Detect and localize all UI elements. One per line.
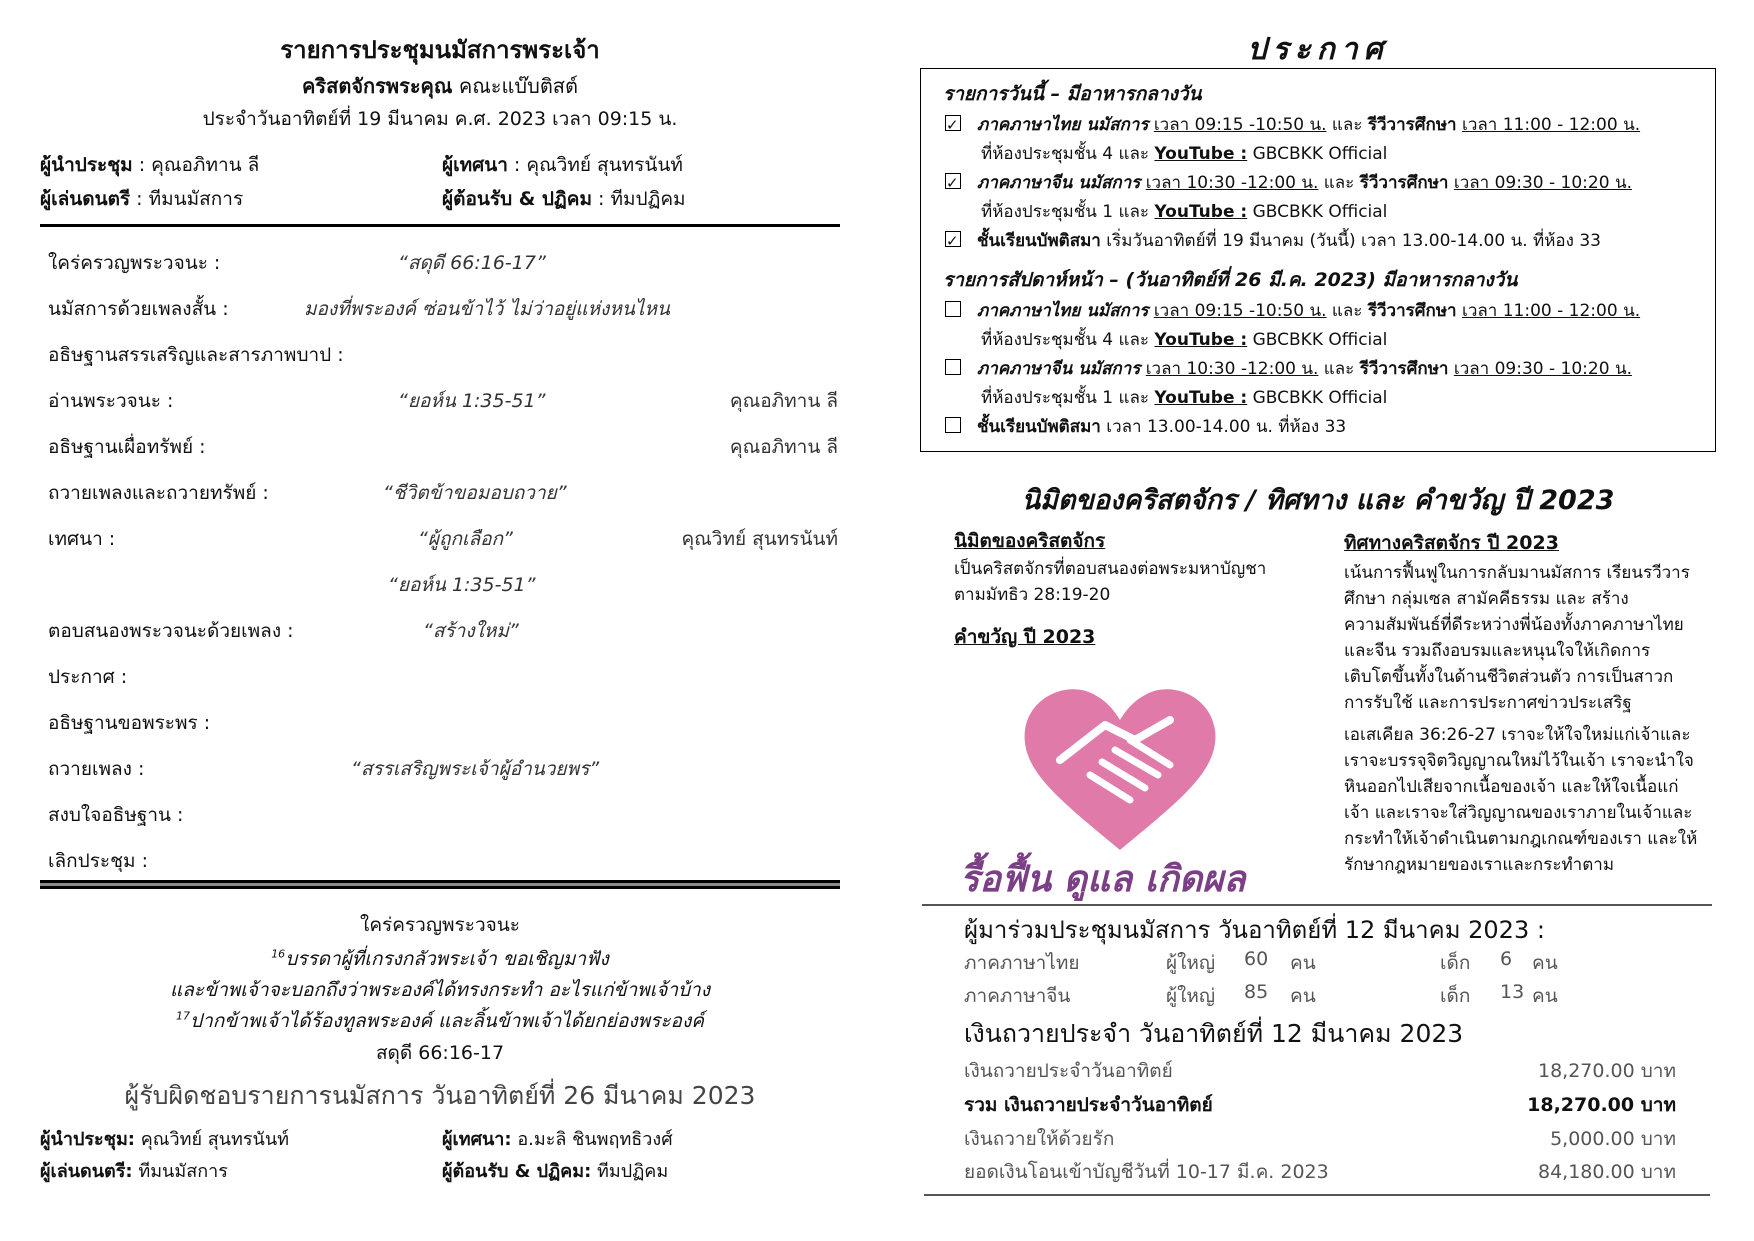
scripture-line: เราจะบรรจุจิตวิญญาณใหม่ไว้ในเจ้า เราจะนำใจ <box>1344 751 1694 771</box>
order-item-detail: “สร้างใหม่” <box>423 620 519 642</box>
next-welcome-value: ทีมปฏิคม <box>597 1161 669 1182</box>
next-chinese-item <box>945 355 1632 413</box>
order-item-label: สงบใจอธิษฐาน : <box>48 804 184 826</box>
welcome-value: : ทีมปฏิคม <box>592 188 686 210</box>
verse-number-17: 17 <box>176 1009 191 1023</box>
channel-name: GBCBKK Official <box>1247 144 1388 164</box>
chinese-room: ที่ห้องประชุมชั้น 1 และ <box>981 202 1155 222</box>
vision-title: นิมิตของคริสตจักร / ทิศทาง และ คำขวัญ ปี 2023 <box>1021 485 1615 516</box>
unchecked-box-icon <box>945 359 961 375</box>
vision-text-line-1: เป็นคริสตจักรที่ตอบสนองต่อพระมหาบัญชา <box>954 559 1267 579</box>
attendance-adult-label: ผู้ใหญ่ <box>1166 952 1216 974</box>
order-item-detail: “ชีวิตข้าขอมอบถวาย” <box>383 482 567 504</box>
offering-amount: 5,000.00 บาท <box>1550 1128 1676 1150</box>
thai-worship-time: เวลา 09:15 -10:50 น. <box>1153 115 1327 135</box>
attendance-children: 6 <box>1500 948 1513 970</box>
attendance-adults: 85 <box>1244 981 1269 1003</box>
direction-line: การรับใช้ และการประกาศข่าวประเสริฐ <box>1344 693 1632 713</box>
baptism-label: ชั้นเรียนบัพติสมา <box>977 231 1101 251</box>
bible-study-label: รีวีวารศึกษา <box>1367 115 1457 135</box>
order-item <box>48 340 838 374</box>
meditation-heading: ใคร่ครวญพระวจนะ <box>360 914 520 936</box>
order-item <box>48 846 838 880</box>
checked-box-icon <box>945 231 961 247</box>
preacher-line <box>442 150 683 180</box>
vision-text-line-2: ตามมัทธิว 28:19-20 <box>954 585 1111 605</box>
next-music-value: ทีมนมัสการ <box>138 1161 228 1182</box>
next-baptism-item <box>945 413 1346 442</box>
order-item-detail: มองที่พระองค์ ซ่อนข้าไว้ ไม่ว่าอยู่แห่งหนไหน <box>304 298 670 320</box>
scripture-line: รักษากฎหมายของเราและกระทำตาม <box>1344 855 1615 875</box>
divider <box>40 224 840 227</box>
order-item-label: อ่านพระวจนะ : <box>48 390 174 412</box>
next-welcome-line <box>442 1156 668 1185</box>
order-item <box>48 800 838 834</box>
direction-line: เน้นการฟื้นฟูในการกลับมานมัสการ เรียนรวีวาร <box>1344 563 1690 583</box>
leader-value: : คุณอภิทาน ลี <box>132 154 260 176</box>
today-thai-item <box>945 111 1640 169</box>
direction-line: ความสัมพันธ์ที่ดีระหว่างพี่น้องทั้งภาคภาษาไทย <box>1344 615 1684 635</box>
order-item-detail: “ยอห์น 1:35-51” <box>388 574 536 596</box>
offering-amount: 18,270.00 บาท <box>1538 1060 1676 1082</box>
order-item <box>48 570 838 604</box>
order-item <box>48 432 838 466</box>
next-heading: รายการสัปดาห์หน้า – (วันอาทิตย์ที่ 26 มี.ค. 2023) มีอาหารกลางวัน <box>943 269 1518 291</box>
music-label: ผู้เล่นดนตรี <box>40 188 131 210</box>
order-item-label: อธิษฐานขอพระพร : <box>48 712 211 734</box>
order-item-detail: “ผู้ถูกเลือก” <box>418 528 513 550</box>
next-welcome-label: ผู้ต้อนรับ & ปฏิคม: <box>442 1161 592 1182</box>
offering-title: เงินถวายประจำ วันอาทิตย์ที่ 12 มีนาคม 2023 <box>964 1019 1464 1048</box>
baptism-label: ชั้นเรียนบัพติสมา <box>977 417 1101 437</box>
chinese-worship-label: ภาคภาษาจีน นมัสการ <box>977 173 1141 193</box>
order-item-label: ถวายเพลงและถวายทรัพย์ : <box>48 482 269 504</box>
scripture-line: เอเสเคียล 36:26-27 เราจะให้ใจใหม่แก่เจ้าและ <box>1344 725 1691 745</box>
meditation-line-2: และข้าพเจ้าจะบอกถึงว่าพระองค์ได้ทรงกระทำ อะไรแก่ข้าพเจ้าบ้าง <box>170 979 710 1001</box>
verse-number-16: 16 <box>271 947 286 961</box>
attendance-group: ภาคภาษาจีน <box>964 985 1071 1007</box>
scripture-line: หินออกไปเสียจากเนื้อของเจ้า และให้ใจเนื้อแก่ <box>1344 777 1679 797</box>
baptism-next-detail: เวลา 13.00-14.00 น. ที่ห้อง 33 <box>1100 417 1347 437</box>
and-text: และ <box>1318 173 1360 193</box>
unchecked-box-icon <box>945 417 961 433</box>
offering-label: เงินถวายให้ด้วยรัก <box>964 1128 1115 1150</box>
thick-divider <box>40 880 840 889</box>
leader-line <box>40 150 259 180</box>
order-item <box>48 616 838 650</box>
church-name: คริสตจักรพระคุณ <box>302 74 453 98</box>
meditation-line-1 <box>40 944 840 974</box>
order-item-label: ประกาศ : <box>48 666 128 688</box>
channel-name: GBCBKK Official <box>1247 388 1388 408</box>
today-heading: รายการวันนี้ – มีอาหารกลางวัน <box>943 83 1202 105</box>
offering-amount: 18,270.00 บาท <box>1527 1094 1676 1116</box>
youtube-label: YouTube : <box>1154 144 1248 164</box>
chinese-room-line <box>945 384 1632 413</box>
order-item <box>48 248 838 282</box>
divider <box>922 904 1712 906</box>
direction-line: และจีน รวมถึงอบรมและหนุนใจให้เกิดการ <box>1344 641 1651 661</box>
scripture-line: กระทำให้เจ้าดำเนินตามกฎเกณฑ์ของเรา และให้ <box>1344 829 1698 849</box>
youtube-label: YouTube : <box>1154 330 1248 350</box>
preacher-value: : คุณวิทย์ สุนทรนันท์ <box>507 154 683 176</box>
order-item-label: ใคร่ครวญพระวจนะ : <box>48 252 221 274</box>
order-item-person: คุณอภิทาน ลี <box>729 436 838 458</box>
announce-title: ประกาศ <box>1247 32 1389 67</box>
order-item <box>48 754 838 788</box>
order-item <box>48 294 838 328</box>
scripture-text <box>1344 722 1720 878</box>
checked-box-icon <box>945 173 961 189</box>
youtube-label: YouTube : <box>1154 202 1248 222</box>
today-chinese-item <box>945 169 1632 227</box>
thai-room-line <box>945 140 1640 169</box>
service-title: รายการประชุมนมัสการพระเจ้า <box>280 36 600 64</box>
offering-label: ยอดเงินโอนเข้าบัญชีวันที่ 10-17 มี.ค. 2023 <box>964 1161 1329 1183</box>
checked-box-icon <box>945 115 961 131</box>
bible-study-label: รีวีวารศึกษา <box>1359 359 1449 379</box>
chinese-worship-time: เวลา 10:30 -12:00 น. <box>1145 359 1319 379</box>
and-text: และ <box>1318 359 1360 379</box>
thai-worship-label: ภาคภาษาไทย นมัสการ <box>977 301 1149 321</box>
next-week-title: ผู้รับผิดชอบรายการนมัสการ วันอาทิตย์ที่ 26 มีนาคม 2023 <box>124 1081 756 1110</box>
bible-study-label: รีวีวารศึกษา <box>1359 173 1449 193</box>
bottom-divider <box>924 1194 1710 1196</box>
meditation-ref: สดุดี 66:16-17 <box>375 1042 505 1064</box>
chinese-room: ที่ห้องประชุมชั้น 1 และ <box>981 388 1155 408</box>
denomination: คณะแบ๊บติสต์ <box>458 74 578 98</box>
offering-label: รวม เงินถวายประจำวันอาทิตย์ <box>964 1094 1213 1116</box>
today-baptism-item <box>945 227 1601 256</box>
order-item-label: เลิกประชุม : <box>48 850 148 872</box>
order-item <box>48 386 838 420</box>
heart-handshake-icon <box>1020 680 1220 860</box>
motto-heading: คำขวัญ ปี 2023 <box>954 626 1096 648</box>
order-item-person: คุณวิทย์ สุนทรนันท์ <box>681 528 838 550</box>
preacher-label: ผู้เทศนา <box>442 154 508 176</box>
music-value: : ทีมนมัสการ <box>130 188 244 210</box>
next-thai-item <box>945 297 1640 355</box>
thai-room: ที่ห้องประชุมชั้น 4 และ <box>981 330 1155 350</box>
order-item-label: เทศนา : <box>48 528 116 550</box>
welcome-label: ผู้ต้อนรับ & ปฏิคม <box>442 188 592 210</box>
and-text: และ <box>1326 115 1368 135</box>
leader-label: ผู้นำประชุม <box>40 154 133 176</box>
attendance-unit: คน <box>1290 985 1316 1007</box>
meditation-line-3 <box>40 1006 840 1036</box>
baptism-today-detail: เริ่มวันอาทิตย์ที่ 19 มีนาคม (วันนี้) เวลา 13.00-14.00 น. ที่ห้อง 33 <box>1100 231 1601 251</box>
direction-line: ศึกษา กลุ่มเซล สามัคคีธรรม และ สร้าง <box>1344 589 1629 609</box>
offering-label: เงินถวายประจำวันอาทิตย์ <box>964 1060 1173 1082</box>
verse-text-1: บรรดาผู้ที่เกรงกลัวพระเจ้า ขอเชิญมาฟัง <box>285 948 609 970</box>
next-leader-value: คุณวิทย์ สุนทรนันท์ <box>140 1129 290 1150</box>
chinese-worship-label: ภาคภาษาจีน นมัสการ <box>977 359 1141 379</box>
next-preacher-value: อ.มะลิ ชินพฤทธิวงศ์ <box>517 1129 673 1150</box>
next-leader-line <box>40 1124 289 1153</box>
bible-study-label: รีวีวารศึกษา <box>1367 301 1457 321</box>
chinese-worship-time: เวลา 10:30 -12:00 น. <box>1145 173 1319 193</box>
unchecked-box-icon <box>945 301 961 317</box>
announcement-box <box>920 68 1716 452</box>
attendance-children: 13 <box>1500 981 1525 1003</box>
order-item <box>48 708 838 742</box>
service-date: ประจำวันอาทิตย์ที่ 19 มีนาคม ค.ศ. 2023 เวลา 09:15 น. <box>202 108 678 130</box>
order-item-detail: “สรรเสริญพระเจ้าผู้อำนวยพร” <box>351 758 600 780</box>
thai-worship-time: เวลา 09:15 -10:50 น. <box>1153 301 1327 321</box>
attendance-title: ผู้มาร่วมประชุมนมัสการ วันอาทิตย์ที่ 12 มีนาคม 2023 : <box>964 916 1545 944</box>
announcements-column <box>920 0 1720 1241</box>
attendance-unit: คน <box>1290 952 1316 974</box>
thai-worship-label: ภาคภาษาไทย นมัสการ <box>977 115 1149 135</box>
direction-text <box>1344 560 1720 716</box>
order-item-detail: “สดุดี 66:16-17” <box>398 252 546 274</box>
motto-logo-text: รื้อฟื้น ดูแล เกิดผล <box>960 859 1246 900</box>
order-of-service-column <box>40 0 840 1241</box>
next-preacher-line <box>442 1124 673 1153</box>
channel-name: GBCBKK Official <box>1247 330 1388 350</box>
order-item <box>48 524 838 558</box>
vision-heading: นิมิตของคริสตจักร <box>954 530 1106 552</box>
youtube-label: YouTube : <box>1154 388 1248 408</box>
attendance-unit2: คน <box>1532 985 1558 1007</box>
next-music-label: ผู้เล่นดนตรี: <box>40 1161 133 1182</box>
thai-room-line <box>945 326 1640 355</box>
order-item-label: ตอบสนองพระวจนะด้วยเพลง : <box>48 620 294 642</box>
channel-name: GBCBKK Official <box>1247 202 1388 222</box>
next-leader-label: ผู้นำประชุม: <box>40 1129 136 1150</box>
order-item-person: คุณอภิทาน ลี <box>729 390 838 412</box>
direction-line: เติบโตขึ้นทั้งในด้านชีวิตส่วนตัว การเป็นสาวก <box>1344 667 1674 687</box>
order-item-label: อธิษฐานสรรเสริญและสารภาพบาป : <box>48 344 344 366</box>
direction-heading: ทิศทางคริสตจักร ปี 2023 <box>1344 532 1559 554</box>
church-name-line <box>40 70 840 102</box>
order-item-label: นมัสการด้วยเพลงสั้น : <box>48 298 229 320</box>
attendance-child-label: เด็ก <box>1440 985 1471 1007</box>
order-item <box>48 662 838 696</box>
thai-study-time: เวลา 11:00 - 12:00 น. <box>1462 115 1641 135</box>
attendance-adults: 60 <box>1244 948 1269 970</box>
chinese-study-time: เวลา 09:30 - 10:20 น. <box>1453 359 1632 379</box>
welcome-line <box>442 184 686 214</box>
order-item-label: ถวายเพลง : <box>48 758 145 780</box>
offering-amount: 84,180.00 บาท <box>1538 1161 1676 1183</box>
thai-study-time: เวลา 11:00 - 12:00 น. <box>1462 301 1641 321</box>
order-item-label: อธิษฐานเผื่อทรัพย์ : <box>48 436 206 458</box>
order-item <box>48 478 838 512</box>
chinese-room-line <box>945 198 1632 227</box>
next-preacher-label: ผู้เทศนา: <box>442 1129 512 1150</box>
verse-text-3: ปากข้าพเจ้าได้ร้องทูลพระองค์ และลิ้นข้าพเจ้าได้ยกย่องพระองค์ <box>190 1010 704 1032</box>
and-text: และ <box>1326 301 1368 321</box>
vision-text <box>954 556 1314 608</box>
next-music-line <box>40 1156 228 1185</box>
scripture-line: เจ้า และเราจะใส่วิญญาณของเราภายในเจ้าและ <box>1344 803 1693 823</box>
chinese-study-time: เวลา 09:30 - 10:20 น. <box>1453 173 1632 193</box>
attendance-child-label: เด็ก <box>1440 952 1471 974</box>
attendance-unit2: คน <box>1532 952 1558 974</box>
order-item-detail: “ยอห์น 1:35-51” <box>398 390 546 412</box>
attendance-group: ภาคภาษาไทย <box>964 952 1080 974</box>
attendance-adult-label: ผู้ใหญ่ <box>1166 985 1216 1007</box>
music-line <box>40 184 243 214</box>
thai-room: ที่ห้องประชุมชั้น 4 และ <box>981 144 1155 164</box>
